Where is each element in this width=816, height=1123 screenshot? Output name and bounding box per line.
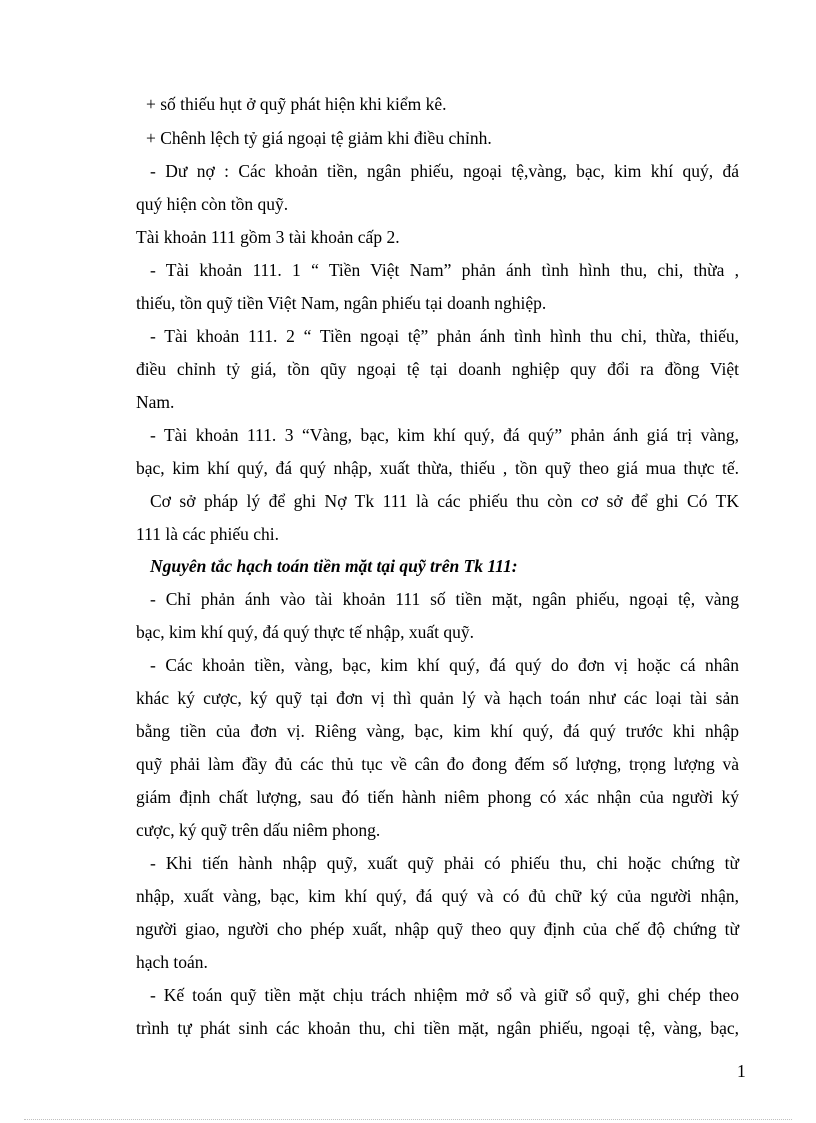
text-line: cược, ký quỹ trên dấu niêm phong. xyxy=(136,820,381,840)
text-line: Tài khoản 111 gồm 3 tài khoản cấp 2. xyxy=(136,227,400,247)
text-line: bạc, kim khí quý, đá quý nhập, xuất thừa, thiếu , tồn quỹ theo giá mua thực tế. xyxy=(136,458,739,478)
text-line: - Khi tiến hành nhập quỹ, xuất quỹ phải có phiếu thu, chi hoặc chứng từ xyxy=(150,853,739,873)
text-line: người giao, người cho phép xuất, nhập quỹ theo quy định của chế độ chứng từ xyxy=(136,919,739,939)
text-line: 111 là các phiếu chi. xyxy=(136,524,280,544)
text-line: - Dư nợ : Các khoản tiền, ngân phiếu, ngoại tệ,vàng, bạc, kim khí quý, đá xyxy=(150,161,739,181)
text-line: điều chỉnh tỷ giá, tồn qũy ngoại tệ tại doanh nghiệp quy đổi ra đồng Việt xyxy=(136,359,739,379)
text-line: khác ký cược, ký quỹ tại đơn vị thì quản lý và hạch toán như các loại tài sản xyxy=(136,688,739,708)
text-line: hạch toán. xyxy=(136,952,208,972)
text-line: Cơ sở pháp lý để ghi Nợ Tk 111 là các phiếu thu còn cơ sở để ghi Có TK xyxy=(150,491,739,511)
text-line: bằng tiền của đơn vị. Riêng vàng, bạc, kim khí quý, đá quý trước khi nhập xyxy=(136,721,739,741)
text-line: quỹ phải làm đầy đủ các thủ tục về cân đo đong đếm số lượng, trọng lượng và xyxy=(136,754,739,774)
text-line: + Chênh lệch tỷ giá ngoại tệ giảm khi điều chỉnh. xyxy=(146,128,492,148)
text-line: - Chỉ phản ánh vào tài khoản 111 số tiền mặt, ngân phiếu, ngoại tệ, vàng xyxy=(150,589,739,609)
text-line: - Tài khoản 111. 2 “ Tiền ngoại tệ” phản ánh tình hình thu chi, thừa, thiếu, xyxy=(150,326,739,346)
text-line: quý hiện còn tồn quỹ. xyxy=(136,194,289,214)
text-line: - Tài khoản 111. 1 “ Tiền Việt Nam” phản ánh tình hình thu, chi, thừa , xyxy=(150,260,739,280)
text-line: - Kế toán quỹ tiền mặt chịu trách nhiệm mở sổ và giữ sổ quỹ, ghi chép theo xyxy=(150,985,739,1005)
text-line: - Các khoản tiền, vàng, bạc, kim khí quý, đá quý do đơn vị hoặc cá nhân xyxy=(150,655,739,675)
text-line: - Tài khoản 111. 3 “Vàng, bạc, kim khí quý, đá quý” phản ánh giá trị vàng, xyxy=(150,425,739,445)
page-number: 1 xyxy=(737,1061,746,1081)
text-line: thiếu, tồn quỹ tiền Việt Nam, ngân phiếu tại doanh nghiệp. xyxy=(136,293,547,313)
text-line: + số thiếu hụt ở quỹ phát hiện khi kiểm kê. xyxy=(146,94,447,114)
text-line: bạc, kim khí quý, đá quý thực tế nhập, xuất quỹ. xyxy=(136,622,475,642)
page-bottom-divider xyxy=(24,1119,792,1120)
text-line: nhập, xuất vàng, bạc, kim khí quý, đá quý và có đủ chữ ký của người nhận, xyxy=(136,886,739,906)
text-line: trình tự phát sinh các khoản thu, chi tiền mặt, ngân phiếu, ngoại tệ, vàng, bạc, xyxy=(136,1018,739,1038)
text-line: giám định chất lượng, sau đó tiến hành niêm phong có xác nhận của người ký xyxy=(136,787,739,807)
section-heading: Nguyên tắc hạch toán tiền mặt tại quỹ trên Tk 111: xyxy=(150,556,518,576)
text-line: Nam. xyxy=(136,392,175,412)
